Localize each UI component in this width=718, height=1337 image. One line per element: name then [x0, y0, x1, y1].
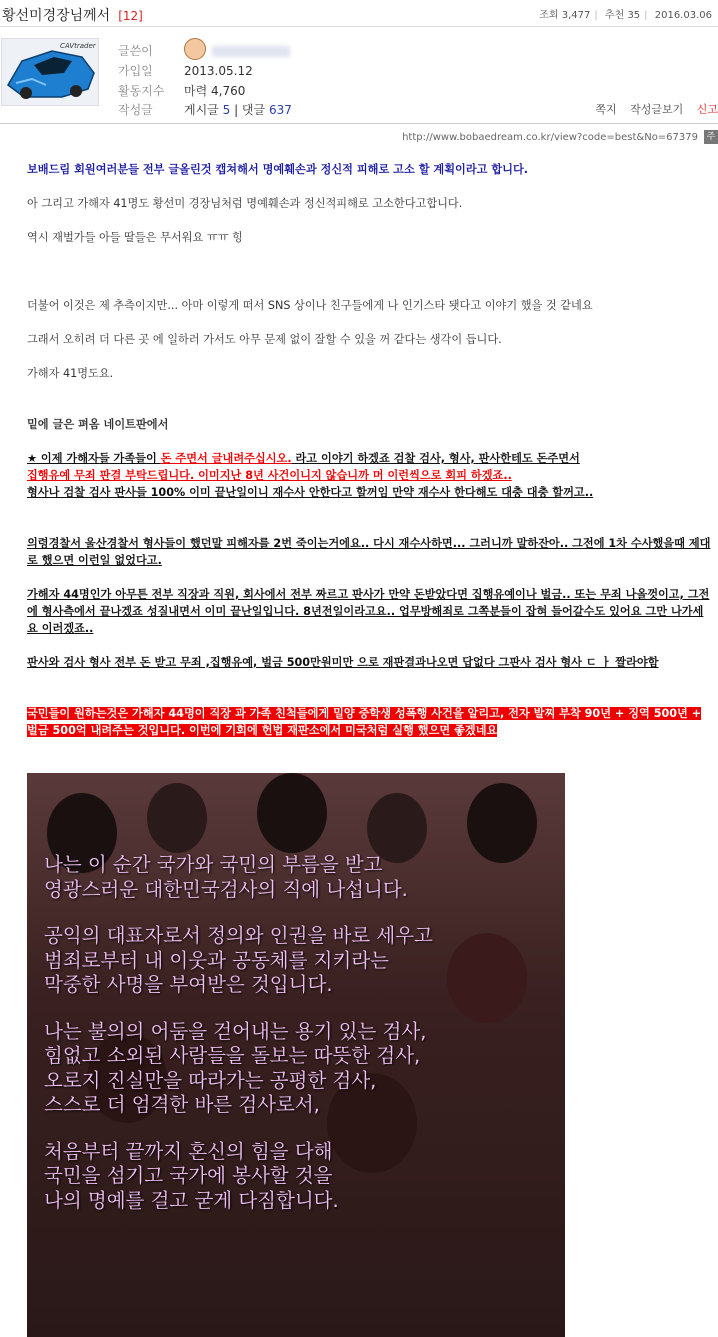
para-5: 그래서 오히려 더 다른 곳 에 일하러 가서도 아무 문제 없이 잘할 수 있을 꺼 같다는 생각이 듭니다.: [27, 333, 502, 346]
message-button[interactable]: 쪽지: [595, 103, 617, 116]
view-posts-button[interactable]: 작성글보기: [630, 103, 684, 116]
author-car-photo[interactable]: [1, 38, 99, 106]
para-2: 아 그리고 가해자 41명도 황선미 경장님처럼 명예훼손과 정신적피해로 고소한다고합니다.: [27, 197, 463, 210]
view-count: 3,477: [561, 10, 591, 21]
para-9: 의령경찰서 울산경찰서 형사들이 했던말 피해자를 2번 죽이는거에요.. 다시 재수사하면... 그러니까 말하잔아.. 그전에 1차 수사했을때 제대로 했으면 이런일 없었다고.: [27, 537, 711, 567]
report-button[interactable]: 신고: [696, 103, 718, 116]
post-date: 2016.03.06: [654, 10, 712, 21]
para-11: 판사와 검사 형사 전부 돈 받고 무죄 ,집행유예, 벌금 500만원미만 으로 재판결과나오면 답없다 그판사 검사 형사 ㄷ ㅏ 짤라야함: [27, 656, 659, 669]
author-avatar[interactable]: [184, 38, 206, 60]
join-date: 2013.05.12: [184, 64, 253, 78]
para-10: 가해자 44명인가 아무튼 전부 직장과 직원, 회사에서 전부 짜르고 판사가 만약 돈받았다면 집행유예이나 벌금.. 또는 무죄 나올껏이고, 그전에 형사측에서 끝나겠죠 성질내면서 이미 끝난일입니다. 8년전일이라고요.. 업무방해죄로 그쪽분들이 잡혀 들어갈수도 있어요 그만 나가세요 이러겠죠..: [27, 588, 710, 635]
author-name-blurred[interactable]: [212, 46, 290, 57]
like-count: 35: [627, 10, 641, 21]
post-meta: 조회 3,477 | 추천 35 | 2016.03.06: [539, 10, 712, 21]
activity-score: 마력 4,760: [184, 83, 246, 98]
prosecutor-oath-image: [27, 773, 565, 1337]
para-7: 밑에 글은 펴옴 네이트판에서: [27, 418, 169, 431]
para-8: ★ 이제 가해자들 가족들이 돈 주면서 글내려주십시오. 라고 이야기 하겠죠 검찰 검사, 형사, 판사한테도 돈주면서 집행유예 무죄 판결 부탁드립니다. 이미지난 8년 사건이니지 않습니까 머 이런씩으로 회피 하겠죠.. 형사나 검찰 검사 판사들 100% 이미 끝난일이니 재수사 안한다고 할꺼임 만약 재수사 한다해도 대충 대충 할꺼고..: [27, 452, 594, 499]
car-brand: CAVtrader: [60, 42, 96, 50]
post-header: [0, 0, 718, 27]
author-actions: [585, 101, 718, 117]
reply-count[interactable]: 637: [268, 103, 292, 117]
para-3: 역시 재벌가들 아들 딸들은 무서워요 ㅠㅠ 힝: [27, 231, 243, 244]
para-4: 더불어 이것은 제 추측이지만... 아마 이렇게 떠서 SNS 상이나 친구들에게 나 인기스타 됏다고 이야기 했을 것 같네요: [27, 299, 593, 312]
para-12: 국민들이 원하는것은 가해자 44명이 직장 과 가족 친척들에게 밀양 중학생 성폭행 사건을 알리고, 전자 발찌 부착 90년 + 징역 500년 + 벌금 500억 내려주는 것입니다. 이번에 기회에 헌법 재판소에서 미국처럼 실행 했으면 좋겠네요: [27, 707, 702, 737]
post-count[interactable]: 5: [222, 103, 231, 117]
source-url[interactable]: http://www.bobaedream.co.kr/view?code=best&No=67379: [402, 132, 698, 143]
author-info: 글쓴이 가입일 2013.05.12 활동지수 마력 4,760 작성글 게시글 5 | 댓글 637: [118, 40, 292, 121]
para-6: 가해자 41명도요.: [27, 367, 114, 380]
copy-url-button[interactable]: 주: [704, 130, 718, 144]
comment-count[interactable]: [12]: [118, 9, 143, 23]
post-title: 황선미경장님께서 [12]: [2, 8, 143, 24]
divider: [0, 123, 718, 124]
oath-text: 나는 이 순간 국가와 국민의 부름을 받고 영광스러운 대한민국검사의 직에 나섭니다. 공익의 대표자로서 정의와 인권을 바로 세우고 범죄로부터 내 이웃과 공동체를 지키라는 막중한 사명을 부여받은 것입니다. 나는 불의의 어둠을 걷어내는 용기 있는 검사, 힘없고 소외된 사람들을 돌보는 따뜻한 검사, 오로지 진실만을 따라가는 공평한 검사, 스스로 더 엄격한 바른 검사로서, 처음부터 끝까지 혼신의 힘을 다해 국민을 섬기고 국가에 봉사할 것을 나의 명예를 걸고 굳게 다짐합니다.: [44, 853, 433, 1212]
para-1: 보배드림 회원여러분들 전부 글올린것 캡쳐해서 명예훼손과 정신적 피해로 고소 할 계획이라고 합니다.: [27, 163, 528, 176]
